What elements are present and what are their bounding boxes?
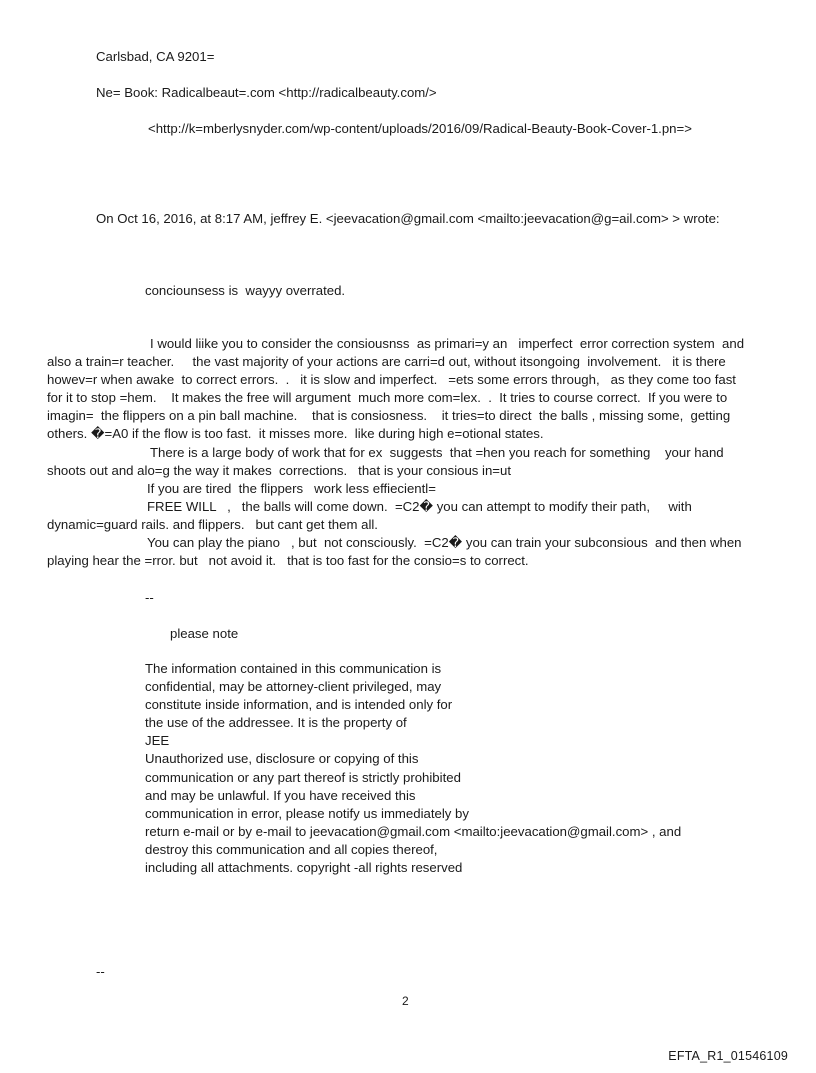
disclaimer-line: communication in error, please notify us immediately by <box>145 805 469 821</box>
body-line: You can play the piano , but not consciously. =C2� you can train your subconsious and then when <box>147 535 742 551</box>
body-line: If you are tired the flippers work less effiecientl= <box>147 480 436 496</box>
body-line: also a train=r teacher. the vast majority of your actions are carri=d out, without itsongoing involvement. it is there <box>47 354 726 370</box>
footer-separator: -- <box>96 964 105 979</box>
bates-number: EFTA_R1_01546109 <box>668 1049 788 1063</box>
disclaimer-line: JEE <box>145 733 170 749</box>
disclaimer-line: Unauthorized use, disclosure or copying of this <box>145 751 419 767</box>
please-note: please note <box>170 626 239 641</box>
page-number: 2 <box>402 994 409 1008</box>
quote-intro: On Oct 16, 2016, at 8:17 AM, jeffrey E. <jeevacation@gmail.com <mailto:jeevacation@g=ail.com> > wrote: <box>96 211 720 226</box>
book-line: Ne= Book: Radicalbeaut=.com <http://radicalbeauty.com/> <box>96 85 437 100</box>
disclaimer-line: return e-mail or by e-mail to jeevacation@gmail.com <mailto:jeevacation@gmail.com> , and <box>145 823 682 839</box>
body-line: FREE WILL , the balls will come down. =C2� you can attempt to modify their path, with <box>147 498 692 514</box>
email-body <box>47 335 767 570</box>
disclaimer-line: and may be unlawful. If you have received this <box>145 787 416 803</box>
disclaimer-line: The information contained in this communication is <box>145 661 442 676</box>
body-line: playing hear the =rror. but not avoid it. that is too fast for the consio=s to correct. <box>47 553 529 569</box>
body-line: I would liike you to consider the consiousnss as primari=y an imperfect error correction system and <box>150 336 745 351</box>
signature-separator: -- <box>145 590 154 605</box>
disclaimer-line: communication or any part thereof is strictly prohibited <box>145 769 461 785</box>
body-line: imagin= the flippers on a pin ball machine. that is consiosness. it tries=to direct the balls , missing some, getting <box>47 408 731 424</box>
disclaimer-line: destroy this communication and all copies thereof, <box>145 841 438 857</box>
address-line: Carlsbad, CA 9201= <box>96 49 215 64</box>
disclaimer <box>145 660 681 877</box>
opening-line: conciounsess is wayyy overrated. <box>145 283 346 298</box>
disclaimer-line: the use of the addressee. It is the property of <box>145 715 407 731</box>
body-line: howev=r when awake to correct errors. . it is slow and imperfect. =ets some errors through, as they come too fast <box>47 372 736 388</box>
body-line: others. �=A0 if the flow is too fast. it misses more. like during high e=otional states. <box>47 426 544 442</box>
disclaimer-line: constitute inside information, and is intended only for <box>145 697 453 713</box>
body-line: There is a large body of work that for ex suggests that =hen you reach for something your hand <box>150 444 724 460</box>
body-line: dynamic=guard rails. and flippers. but cant get them all. <box>47 516 378 532</box>
disclaimer-line: confidential, may be attorney-client privileged, may <box>145 679 442 695</box>
body-line: for it to stop =hem. It makes the free will argument much more com=lex. . It tries to course correct. If you were to <box>47 390 728 406</box>
image-link: <http://k=mberlysnyder.com/wp-content/uploads/2016/09/Radical-Beauty-Book-Cover-1.pn=> <box>148 121 692 136</box>
disclaimer-line: including all attachments. copyright -all rights reserved <box>145 860 463 876</box>
body-line: shoots out and alo=g the way it makes corrections. that is your consious in=ut <box>47 462 512 478</box>
